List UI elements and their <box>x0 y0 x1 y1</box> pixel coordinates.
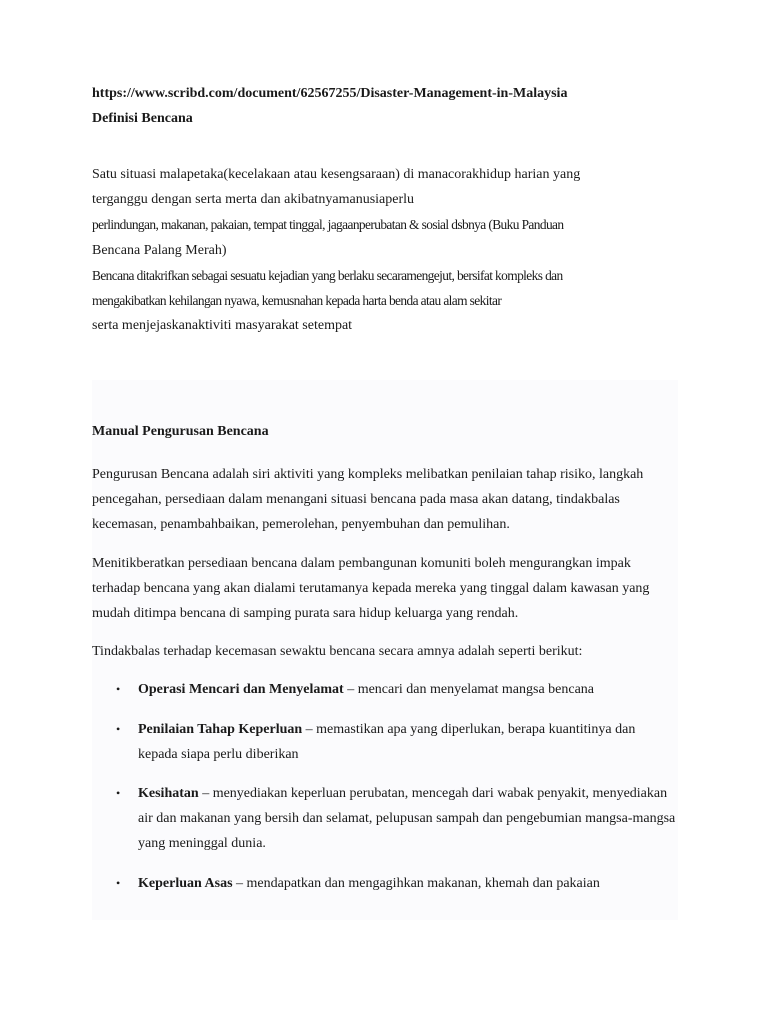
list-item-desc: – mencari dan menyelamat mangsa bencana <box>343 682 595 698</box>
manual-heading: Manual Pengurusan Bencana <box>92 424 269 439</box>
source-url: https://www.scribd.com/document/62567255/Disaster-Management-in-Malaysia <box>92 86 568 101</box>
manual-paragraph: Tindakbalas terhadap kecemasan sewaktu bencana secara amnya adalah seperti berikut: <box>92 644 583 660</box>
list-item-desc: – memastikan apa yang diperlukan, berapa kuantitinya dan kepada siapa perlu diberikan <box>138 721 636 762</box>
definition-heading: Definisi Bencana <box>92 111 193 126</box>
manual-panel <box>92 380 678 920</box>
list-item-term: Kesihatan <box>138 786 199 802</box>
bullet-icon: • <box>116 682 121 697</box>
manual-paragraph: Pengurusan Bencana adalah siri aktiviti yang kompleks melibatkan penilaian tahap risiko, langkah pencegahan, persediaan dalam menangani situasi bencana pada masa akan datang, tindakbalas kecemasan, penambahbaikan, pemerolehan, penyembuhan dan pemulihan. <box>92 467 644 533</box>
list-item-term: Keperluan Asas <box>138 875 233 891</box>
response-list <box>92 677 678 895</box>
definition-text <box>92 162 692 338</box>
list-item <box>92 781 678 857</box>
definition-line: Bencana ditakrifkan sebagai sesuatu kejadian yang berlaku secaramengejut, bersifat kompleks dan <box>92 267 563 283</box>
list-item-term: Operasi Mencari dan Menyelamat <box>138 682 344 698</box>
manual-paragraph: Menitikberatkan persediaan bencana dalam pembangunan komuniti boleh mengurangkan impak terhadap bencana yang akan dialami terutamanya kepada mereka yang tinggal dalam kawasan yang mudah ditimpa bencana di samping purata sara hidup keluarga yang rendah. <box>92 555 650 622</box>
bullet-icon: • <box>116 875 121 890</box>
definition-line: terganggu dengan serta merta dan akibatnyamanusiaperlu <box>92 192 415 208</box>
list-item <box>92 677 678 702</box>
definition-line: serta menjejaskanaktiviti masyarakat setempat <box>92 318 353 334</box>
list-item-desc: – mendapatkan dan mengagihkan makanan, khemah dan pakaian <box>232 875 600 891</box>
bullet-icon: • <box>116 721 121 736</box>
definition-line: Bencana Palang Merah) <box>92 242 227 258</box>
list-item <box>92 871 678 896</box>
definition-line: perlindungan, makanan, pakaian, tempat tinggal, jagaanperubatan & sosial dsbnya (Buku Panduan <box>92 217 564 233</box>
list-item-term: Penilaian Tahap Keperluan <box>138 721 303 737</box>
list-item <box>92 717 678 767</box>
definition-line: mengakibatkan kehilangan nyawa, kemusnahan kepada harta benda atau alam sekitar <box>92 293 502 309</box>
list-item-desc: – menyediakan keperluan perubatan, mencegah dari wabak penyakit, menyediakan air dan makanan yang bersih dan selamat, pelupusan sampah dan pengebumian mangsa-mangsa yang meninggal dunia. <box>138 786 676 852</box>
definition-line: Satu situasi malapetaka(kecelakaan atau kesengsaraan) di manacorakhidup harian yang <box>92 167 581 182</box>
bullet-icon: • <box>116 786 121 801</box>
